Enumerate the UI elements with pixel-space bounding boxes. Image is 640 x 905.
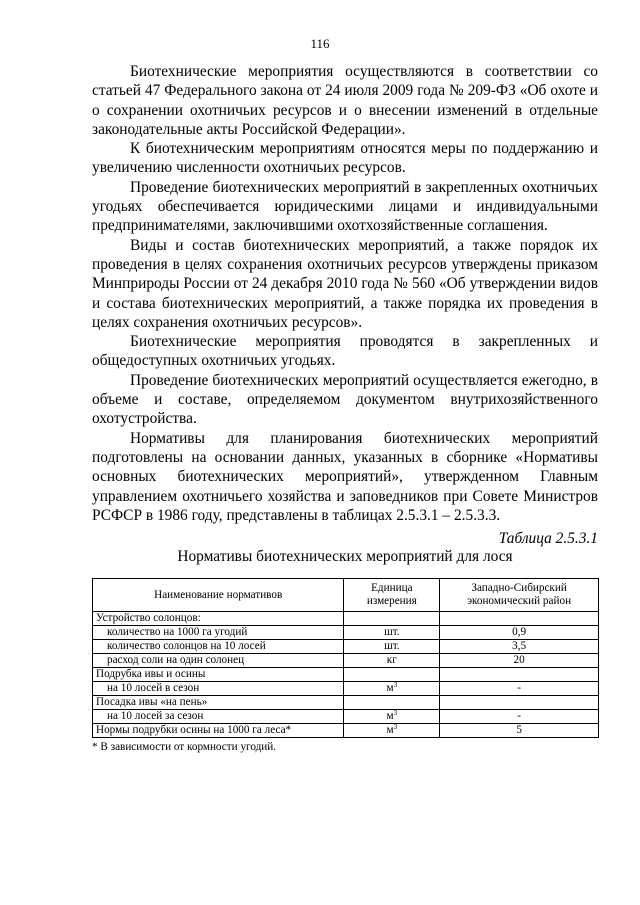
row-value bbox=[440, 612, 599, 626]
row-value: 3,5 bbox=[440, 640, 599, 654]
row-unit bbox=[344, 724, 440, 738]
unit-text: м bbox=[386, 710, 394, 722]
paragraph: Нормативы для планирования биотехнических мероприятий подготовлены на основании данных, указанных в сборнике «Нормативы основных биотехнических мероприятий», утвержденном Главным управлением охотничьего хозяйства и заповедников при Совете Министров РСФСР в 1986 году, представлены в таблицах 2.5.3.1 – 2.5.3.3. bbox=[92, 429, 598, 524]
table-row bbox=[93, 710, 599, 724]
row-name: количество на 1000 га угодий bbox=[93, 626, 344, 640]
paragraph: Биотехнические мероприятия осуществляются в соответствии со статьей 47 Федерального закона от 24 июля 2009 года № 209-ФЗ «Об охоте и о сохранении охотничьих ресурсов и о внесении изменений в отдельные законодательные акты Российской Федерации». bbox=[92, 63, 598, 138]
table-title: Нормативы биотехнических мероприятий для лося bbox=[177, 548, 513, 565]
row-unit: шт. bbox=[344, 626, 440, 640]
row-value bbox=[440, 668, 599, 682]
table-row bbox=[93, 696, 599, 710]
unit-superscript: 3 bbox=[393, 709, 398, 717]
row-unit bbox=[344, 668, 440, 682]
norms-table bbox=[92, 578, 599, 738]
row-unit bbox=[344, 696, 440, 710]
row-unit: кг bbox=[344, 654, 440, 668]
row-name: на 10 лосей в сезон bbox=[93, 682, 344, 696]
row-name: на 10 лосей за сезон bbox=[93, 710, 344, 724]
header-region: Западно-Сибирский экономический район bbox=[440, 579, 599, 612]
paragraph: Виды и состав биотехнических мероприятий, а также порядок их проведения в целях сохранения охотничьих ресурсов утверждены приказом Минприроды России от 24 декабря 2010 года № 560 «Об утверждении видов и состава биотехнических мероприятий, а также порядка их проведения в целях сохранения охотничьих ресурсов». bbox=[92, 236, 598, 331]
table-row bbox=[93, 612, 599, 626]
row-name: расход соли на один солонец bbox=[93, 654, 344, 668]
row-unit bbox=[344, 710, 440, 724]
row-name: количество солонцов на 10 лосей bbox=[93, 640, 344, 654]
body-text bbox=[92, 62, 598, 525]
paragraph: К биотехническим мероприятиям относятся меры по поддержанию и увеличению численности охотничьих ресурсов. bbox=[92, 140, 598, 177]
row-value: 0,9 bbox=[440, 626, 599, 640]
row-value: - bbox=[440, 682, 599, 696]
unit-text: м bbox=[386, 724, 394, 736]
table-row bbox=[93, 724, 599, 738]
row-value: 5 bbox=[440, 724, 599, 738]
paragraph: Проведение биотехнических мероприятий осуществляется ежегодно, в объеме и составе, определяемом документом внутрихозяйственного охотустройства. bbox=[92, 371, 598, 428]
page-number: 116 bbox=[310, 36, 330, 51]
row-name: Подрубка ивы и осины bbox=[93, 668, 344, 682]
row-value: - bbox=[440, 710, 599, 724]
header-unit: Единица измерения bbox=[344, 579, 440, 612]
row-unit bbox=[344, 682, 440, 696]
row-name: Нормы подрубки осины на 1000 га леса* bbox=[93, 724, 344, 738]
row-name: Устройство солонцов: bbox=[93, 612, 344, 626]
row-unit: шт. bbox=[344, 640, 440, 654]
table-row bbox=[93, 668, 599, 682]
row-value bbox=[440, 696, 599, 710]
row-unit bbox=[344, 612, 440, 626]
unit-superscript: 3 bbox=[393, 681, 398, 689]
paragraph: Биотехнические мероприятия проводятся в закрепленных и общедоступных охотничьих угодьях. bbox=[92, 333, 598, 370]
table-row bbox=[93, 626, 599, 640]
unit-superscript: 3 bbox=[393, 723, 398, 731]
row-name: Посадка ивы «на пень» bbox=[93, 696, 344, 710]
table-row bbox=[93, 654, 599, 668]
table-row bbox=[93, 640, 599, 654]
paragraph: Проведение биотехнических мероприятий в закрепленных охотничьих угодьях обеспечивается юридическими лицами и индивидуальными предпринимателями, заключившими охотхозяйственные соглашения. bbox=[92, 178, 598, 235]
unit-text: м bbox=[386, 682, 394, 694]
table-caption: Таблица 2.5.3.1 bbox=[498, 530, 598, 547]
row-value: 20 bbox=[440, 654, 599, 668]
table-row bbox=[93, 682, 599, 696]
table-header-row bbox=[93, 579, 599, 612]
table-footnote: * В зависимости от кормности угодий. bbox=[92, 741, 277, 753]
header-name: Наименование нормативов bbox=[93, 579, 344, 612]
